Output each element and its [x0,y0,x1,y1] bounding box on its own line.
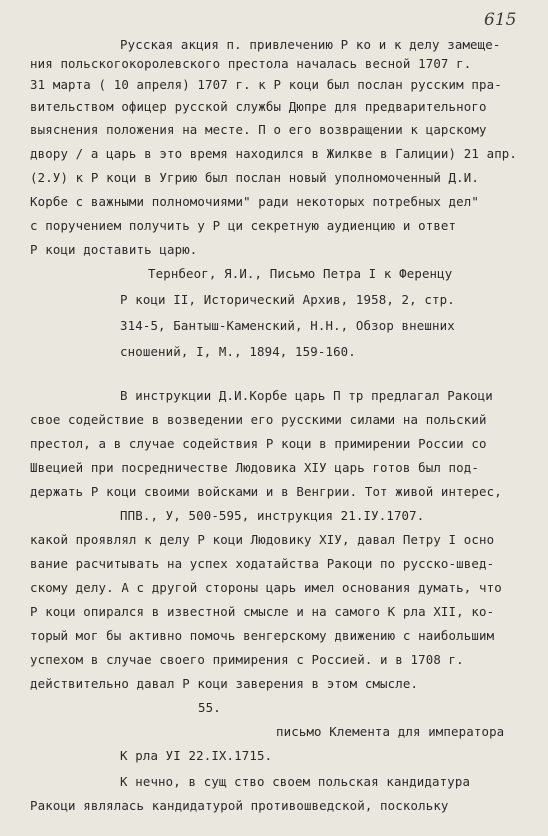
text-line: успехом в случае своего примирения с Россией. и в 1708 г. [30,652,464,667]
text-line: Русская акция п. привлечению Р ко и к делу замеще- [120,37,501,52]
text-line: престол, а в случае содействия Р коци в примирении России со [30,436,487,451]
text-line: какой проявлял к делу Р коци Людовику XIУ, давал Петру I осно [30,532,495,547]
text-line: скому делу. А с другой стороны царь имел основания думать, что [30,580,502,595]
reference-line: 314-5, Бантыш-Каменский, Н.Н., Обзор внешних [120,318,455,333]
text-line: (2.У) к Р коци в Угрию был послан новый уполномоченный Д.И. [30,170,479,185]
text-line: торый мог бы активно помочь венгерскому движению с наибольшим [30,628,495,643]
reference-line: сношений, I, М., 1894, 159-160. [120,344,356,359]
text-line: Р коци доставить царю. [30,242,198,257]
reference-line: Тернбеог, Я.И., Письмо Петра I к Ференцу [148,266,453,281]
text-line: Ракоци являлась кандидатурой противошведской, поскольку [30,798,449,813]
text-line: Р коци опирался в известной смысле и на самого К рла XII, ко- [30,604,495,619]
text-line: вительством офицер русской службы Дюпре для предварительного [30,99,487,114]
text-line: действительно давал Р коци заверения в этом смысле. [30,676,419,691]
text-line: К нечно, в сущ ство своем польская кандидатура [120,774,471,789]
text-line: ния польскогокоролевского престола началась весной 1707 г. [30,56,472,71]
text-line: В инструкции Д.И.Корбе царь П тр предлагал Ракоци [120,388,493,403]
reference-line: К рла УI 22.IX.1715. [120,748,273,763]
reference-line: письмо Клемента для императора [276,724,505,739]
text-line: Корбе с важными полномочиями" ради некоторых потребных дел" [30,194,479,209]
text-line: вание расчитывать на успех ходатайства Ракоци по русско-швед- [30,556,495,571]
text-line: свое содействие в возведении его русскими силами на польский [30,412,487,427]
reference-line: Р коци II, Исторический Архив, 1958, 2, стр. [120,292,455,307]
reference-line: ППВ., У, 500-595, инструкция 21.IУ.1707. [120,508,425,523]
text-line: выяснения положения на месте. П о его возвращении к царскому [30,122,487,137]
text-line: держать Р коци своими войсками и в Венгрии. Тот живой интерес, [30,484,502,499]
footnote-number: 55. [198,700,221,715]
text-line: 31 марта ( 10 апреля) 1707 г. к Р коци был послан русским пра- [30,77,502,92]
text-line: Швецией при посредничестве Людовика XIУ царь готов был под- [30,460,479,475]
page-number: 615 [484,10,517,30]
text-line: двору / а царь в это время находился в Жилкве в Галиции) 21 апр. [30,146,518,161]
text-line: с поручением получить у Р ци секретную аудиенцию и ответ [30,218,457,233]
